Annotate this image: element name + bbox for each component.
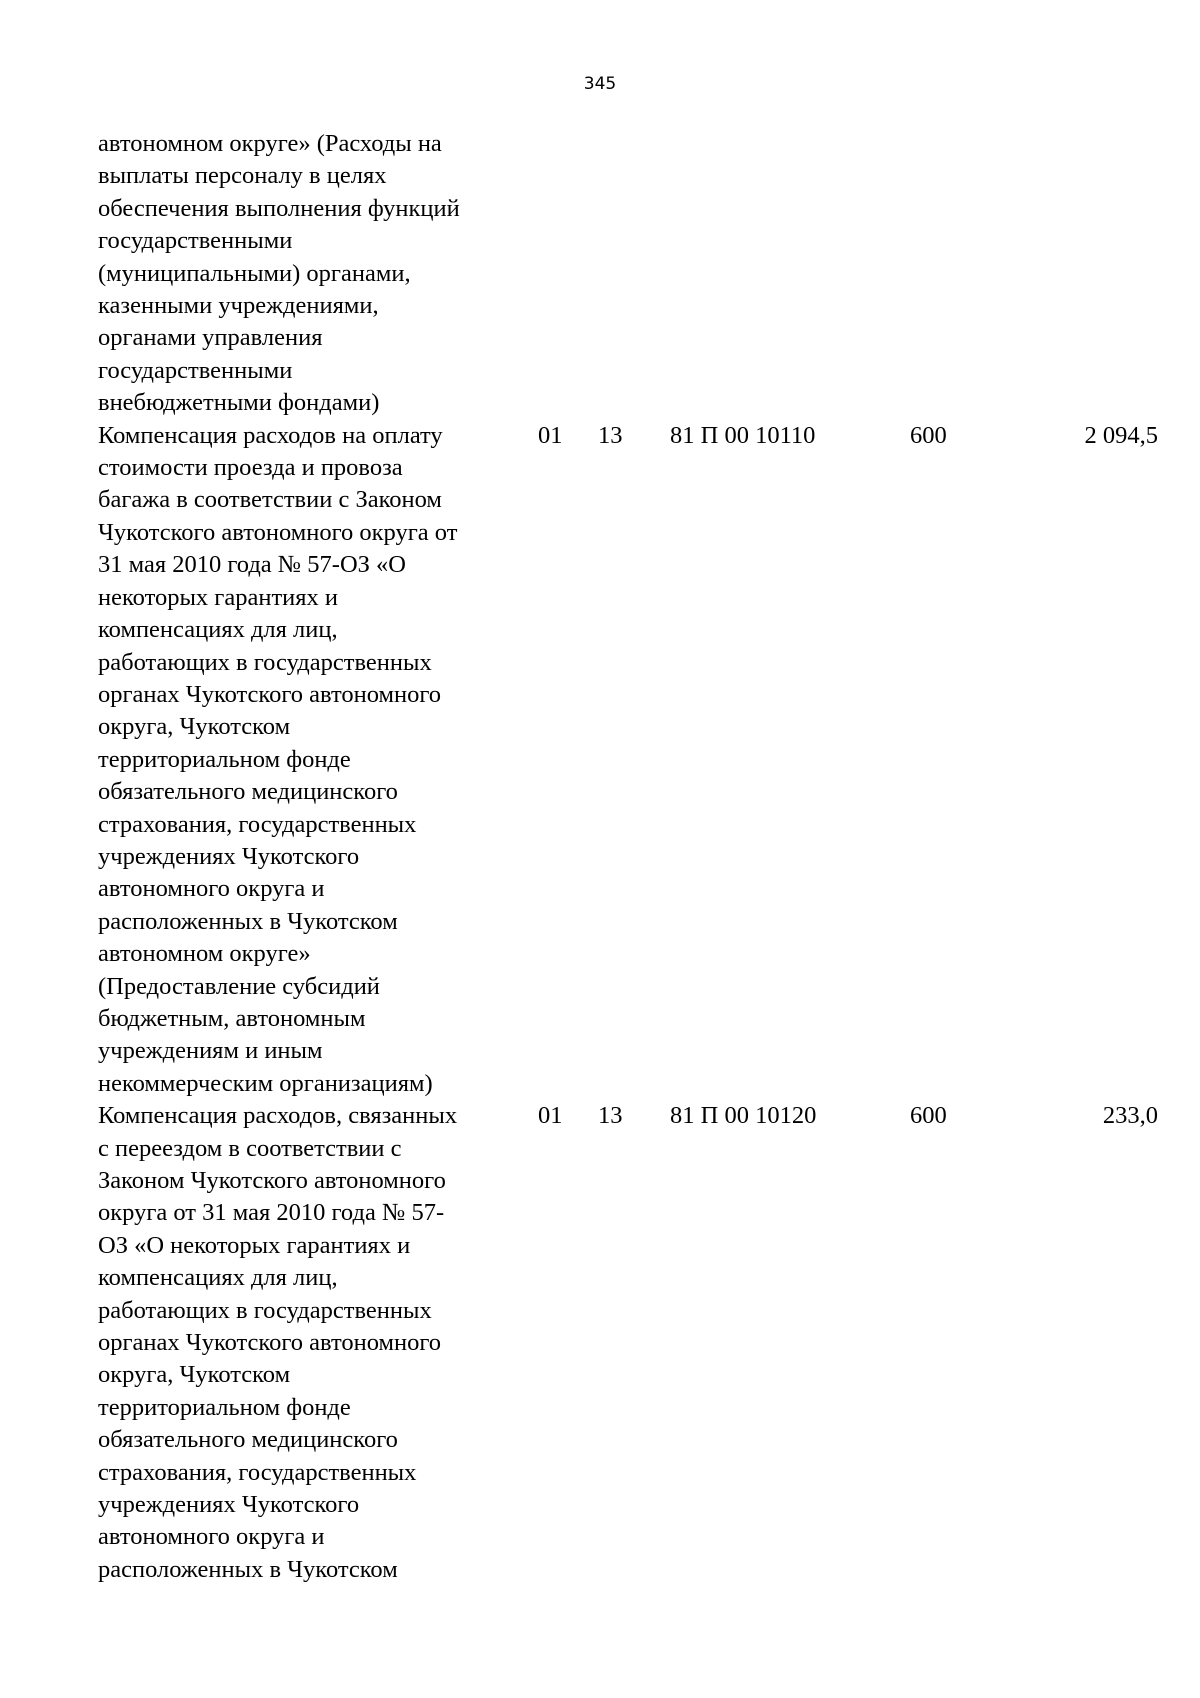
- row-target-article-code: 81 П 00 10120: [670, 1102, 817, 1130]
- row-description: Компенсация расходов, связанных с переездом в соответствии с Законом Чукотского автономного округа от 31 мая 2010 года № 57- ОЗ «О некоторых гарантиях и компенсациях для лиц, работающих в государственных органах Чукотского автономного округа, Чукотском территориальном фонде обязательного медицинского страхования, государственных учреждениях Чукотского автономного округа и расположенных в Чукотском: [98, 1102, 458, 1583]
- row-subsection-code: 13: [598, 421, 623, 449]
- row-subsection-code: 13: [598, 1102, 623, 1130]
- table-row: [98, 420, 1158, 1101]
- page-number: 345: [583, 74, 617, 94]
- table-row: [98, 128, 1158, 420]
- budget-table: [98, 128, 1158, 1586]
- row-expense-type-code: 600: [910, 1102, 947, 1130]
- row-section-code: 01: [538, 1102, 563, 1130]
- row-description: Компенсация расходов на оплату стоимости проезда и провоза багажа в соответствии с Законом Чукотского автономного округа от 31 мая 2010 года № 57-ОЗ «О некоторых гарантиях и компенсациях для лиц, работающих в государственных органах Чукотского автономного округа, Чукотском территориальном фонде обязательного медицинского страхования, государственных учреждениях Чукотского автономного округа и расположенных в Чукотском автономном округе» (Предоставление субсидий бюджетным, автономным учреждениям и иным некоммерческим организациям): [98, 421, 458, 1097]
- row-description: автономном округе» (Расходы на выплаты персоналу в целях обеспечения выполнения функций государственными (муниципальными) органами, казенными учреждениями, органами управления государственными внебюджетными фондами): [98, 130, 460, 417]
- row-amount: 233,0: [1102, 1102, 1158, 1130]
- table-row: [98, 1100, 1158, 1586]
- row-amount: 2 094,5: [1084, 421, 1158, 449]
- row-expense-type-code: 600: [910, 421, 947, 449]
- row-target-article-code: 81 П 00 10110: [670, 421, 816, 449]
- row-section-code: 01: [538, 421, 563, 449]
